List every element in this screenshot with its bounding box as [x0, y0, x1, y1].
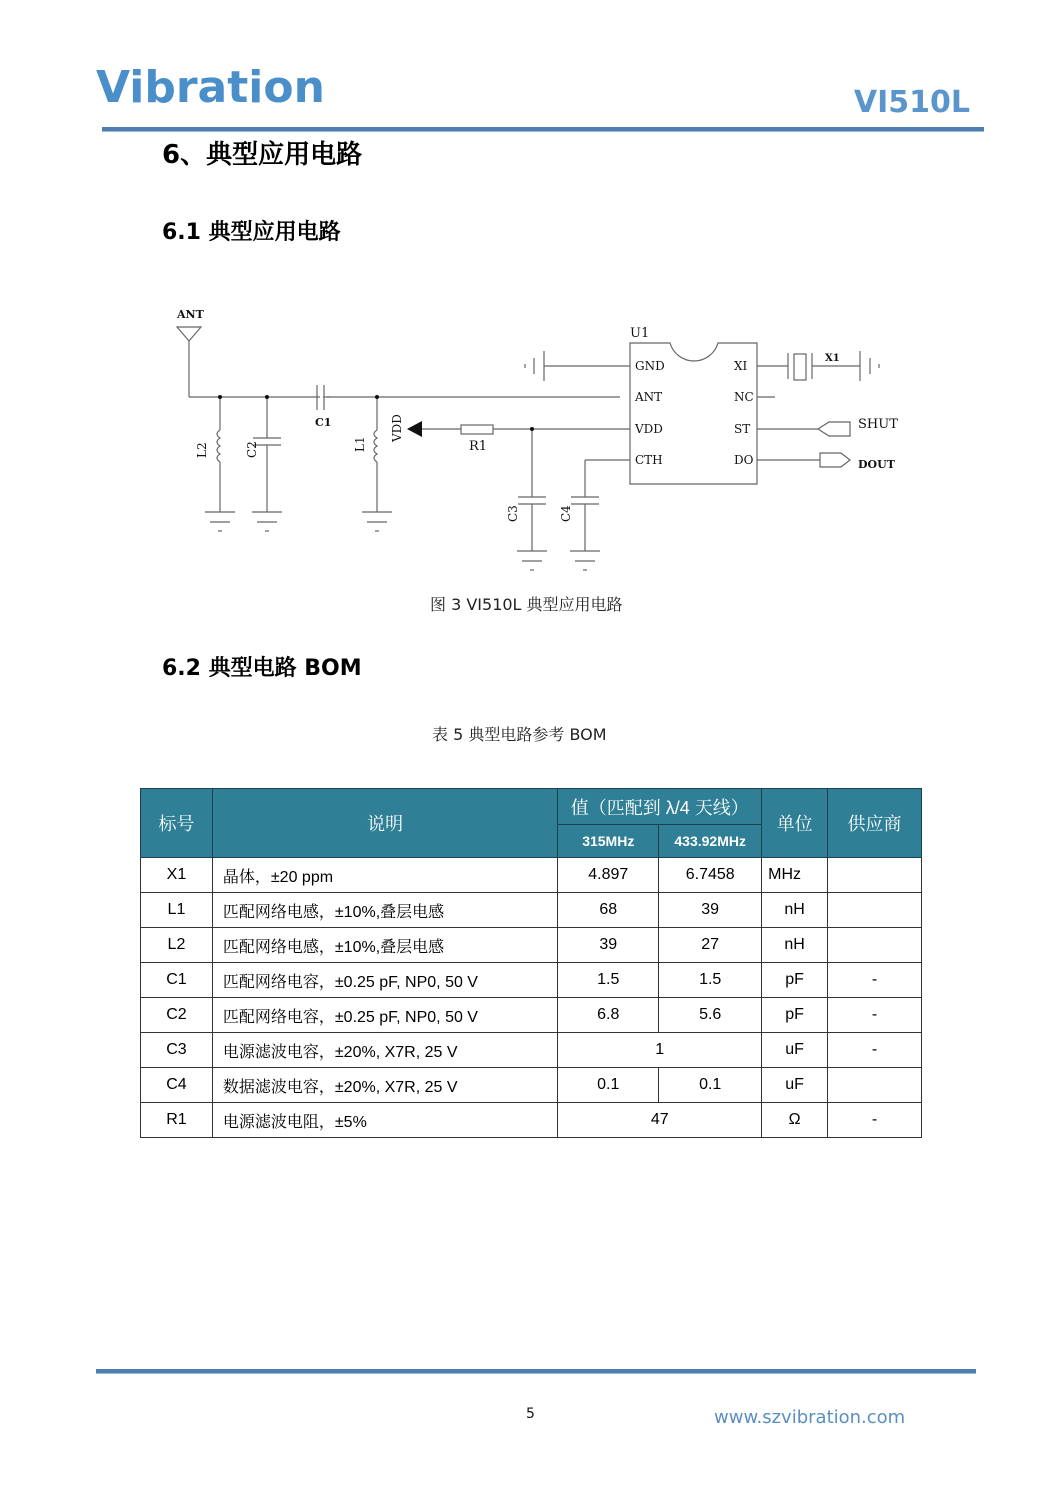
cell-vendor [828, 858, 922, 893]
r1-label: R1 [469, 439, 488, 454]
dout-label: DOUT [858, 458, 895, 471]
cell-vendor: - [828, 963, 922, 998]
pin-vdd: VDD [635, 422, 663, 436]
r1-resistor [461, 425, 493, 434]
pin-st: ST [734, 422, 751, 436]
c1-label: C1 [315, 416, 332, 429]
ant-label: ANT [177, 308, 204, 321]
cell-unit: nH [762, 928, 828, 963]
cell-v1: 0.1 [558, 1068, 659, 1103]
cell-unit: uF [762, 1068, 828, 1103]
l2-label: L2 [195, 442, 209, 458]
header-value: 值（匹配到 λ/4 天线） [558, 789, 762, 825]
cell-v1: 1.5 [558, 963, 659, 998]
cell-v2: 6.7458 [659, 858, 762, 893]
pin-gnd: GND [635, 359, 665, 373]
cell-v2: 27 [659, 928, 762, 963]
section-title: 6、典型应用电路 [162, 140, 363, 170]
cell-v2: 5.6 [659, 998, 762, 1033]
cell-ref: C1 [141, 963, 213, 998]
shut-label: SHUT [858, 417, 898, 432]
pin-ant: ANT [635, 390, 663, 404]
cell-ref: C3 [141, 1033, 213, 1068]
cell-vendor [828, 1068, 922, 1103]
footer-divider [96, 1369, 976, 1373]
cell-ref: C4 [141, 1068, 213, 1103]
circuit-schematic [160, 300, 900, 585]
table-row [141, 963, 922, 998]
cell-unit: nH [762, 893, 828, 928]
header-desc: 说明 [212, 789, 557, 858]
pin-do: DO [734, 453, 754, 467]
cell-ref: L2 [141, 928, 213, 963]
cell-unit: Ω [762, 1103, 828, 1138]
header-315mhz: 315MHz [558, 825, 659, 858]
table-caption: 表 5 典型电路参考 BOM [432, 725, 607, 744]
cell-desc: 电源滤波电阻，±5% [212, 1103, 557, 1138]
cell-desc: 匹配网络电感，±10%,叠层电感 [212, 893, 557, 928]
l1-inductor [374, 430, 377, 462]
table-row [141, 998, 922, 1033]
x1-crystal [794, 354, 806, 380]
table-row [141, 858, 922, 893]
cell-value-merged: 47 [558, 1103, 762, 1138]
l2-inductor [217, 430, 220, 462]
page-number: 5 [526, 1406, 535, 1422]
cell-ref: L1 [141, 893, 213, 928]
c4-label: C4 [559, 505, 573, 522]
cell-vendor [828, 893, 922, 928]
table-row [141, 1068, 922, 1103]
cell-desc: 数据滤波电容，±20%, X7R, 25 V [212, 1068, 557, 1103]
cell-vendor: - [828, 998, 922, 1033]
cell-unit: MHz [762, 858, 828, 893]
c3-label: C3 [506, 505, 520, 522]
model-name: VI510L [853, 85, 970, 120]
vdd-label: VDD [390, 414, 404, 442]
table-row [141, 1103, 922, 1138]
cell-desc: 匹配网络电容，±0.25 pF, NP0, 50 V [212, 998, 557, 1033]
table-row [141, 1033, 922, 1068]
x1-label: X1 [825, 353, 840, 364]
figure-caption: 图 3 VI510L 典型应用电路 [430, 595, 623, 614]
cell-v1: 39 [558, 928, 659, 963]
header-divider [102, 127, 984, 131]
u1-label: U1 [630, 326, 650, 341]
cell-desc: 匹配网络电容，±0.25 pF, NP0, 50 V [212, 963, 557, 998]
cell-desc: 晶体，±20 ppm [212, 858, 557, 893]
cell-ref: C2 [141, 998, 213, 1033]
cell-vendor [828, 928, 922, 963]
website-link[interactable]: www.szvibration.com [714, 1407, 906, 1428]
pin-cth: CTH [635, 453, 663, 467]
cell-unit: uF [762, 1033, 828, 1068]
antenna-symbol [177, 327, 201, 341]
cell-v2: 39 [659, 893, 762, 928]
cell-v1: 4.897 [558, 858, 659, 893]
cell-ref: R1 [141, 1103, 213, 1138]
cell-vendor: - [828, 1033, 922, 1068]
subsection-title-bom: 6.2 典型电路 BOM [162, 656, 362, 681]
cell-v2: 0.1 [659, 1068, 762, 1103]
bom-table [140, 788, 922, 1138]
c2-label: C2 [245, 441, 259, 458]
dout-port [820, 453, 850, 467]
header-vendor: 供应商 [828, 789, 922, 858]
cell-desc: 匹配网络电感，±10%,叠层电感 [212, 928, 557, 963]
cell-desc: 电源滤波电容，±20%, X7R, 25 V [212, 1033, 557, 1068]
cell-v1: 68 [558, 893, 659, 928]
header-unit: 单位 [762, 789, 828, 858]
pin-xi: XI [734, 359, 748, 373]
table-row [141, 893, 922, 928]
l1-label: L1 [353, 436, 367, 452]
header-ref: 标号 [141, 789, 213, 858]
subsection-title-circuit: 6.1 典型应用电路 [162, 220, 341, 245]
vdd-arrow-icon [407, 421, 422, 437]
shut-port [818, 422, 850, 436]
pin-nc: NC [734, 390, 754, 404]
cell-value-merged: 1 [558, 1033, 762, 1068]
cell-unit: pF [762, 963, 828, 998]
cell-vendor: - [828, 1103, 922, 1138]
cell-unit: pF [762, 998, 828, 1033]
header-433mhz: 433.92MHz [659, 825, 762, 858]
cell-v1: 6.8 [558, 998, 659, 1033]
cell-ref: X1 [141, 858, 213, 893]
cell-v2: 1.5 [659, 963, 762, 998]
vibration-logo: Vibration [96, 62, 325, 113]
table-row [141, 928, 922, 963]
